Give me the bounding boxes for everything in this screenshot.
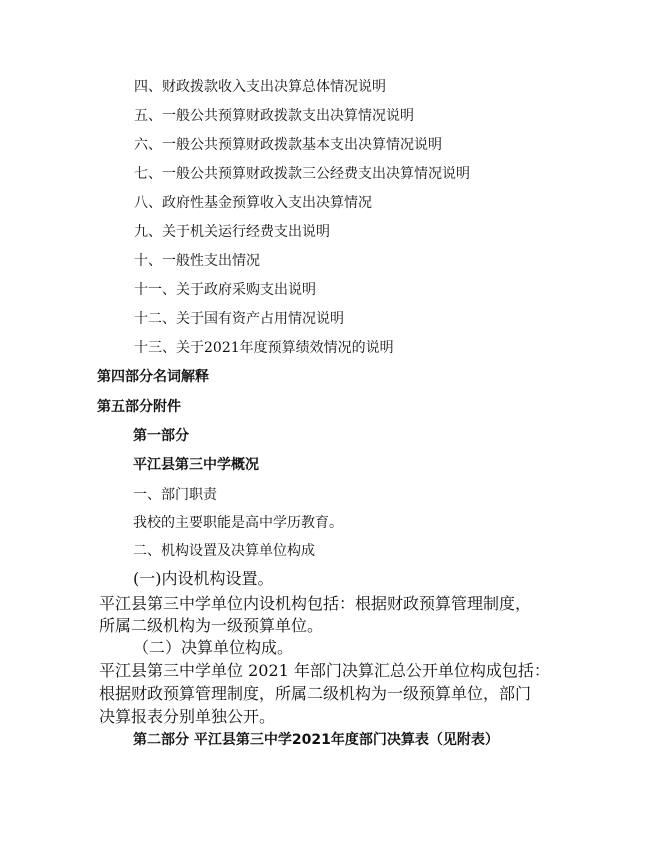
sub1-title: (一)内设机构设置。 [133, 569, 274, 588]
part2-heading: 第二部分 平江县第三中学2021年度部门决算表（见附表） [133, 732, 499, 748]
toc-item-13: 十三、关于2021年度预算绩效情况的说明 [134, 340, 394, 356]
toc-item-5: 五、一般公共预算财政拨款支出决算情况说明 [134, 108, 414, 124]
toc-item-4: 四、财政拨款收入支出决算总体情况说明 [134, 79, 386, 95]
sub1-text-line1: 平江县第三中学单位内设机构包括：根据财政预算管理制度， [99, 594, 532, 613]
part1-heading: 第一部分 [133, 428, 189, 444]
sub2-text-line1: 平江县第三中学单位 2021 年部门决算汇总公开单位构成包括： [99, 661, 550, 680]
toc-item-7: 七、一般公共预算财政拨款三公经费支出决算情况说明 [134, 166, 470, 182]
section1-title: 一、部门职责 [133, 487, 217, 503]
toc-item-8: 八、政府性基金预算收入支出决算情况 [134, 195, 372, 211]
school-overview-heading: 平江县第三中学概况 [133, 457, 259, 473]
sub2-title: （二）决算单位构成。 [133, 638, 294, 657]
toc-item-12: 十二、关于国有资产占用情况说明 [134, 311, 344, 327]
toc-item-11: 十一、关于政府采购支出说明 [134, 282, 316, 298]
toc-item-10: 十、一般性支出情况 [134, 253, 260, 269]
sub2-text-line3: 决算报表分别单独公开。 [99, 707, 276, 726]
toc-item-9: 九、关于机关运行经费支出说明 [134, 224, 330, 240]
section1-text: 我校的主要职能是高中学历教育。 [133, 515, 343, 531]
sub2-text-line2: 根据财政预算管理制度，所属二级机构为一级预算单位，部门 [99, 684, 532, 703]
toc-item-6: 六、一般公共预算财政拨款基本支出决算情况说明 [134, 137, 442, 153]
sub1-text-line2: 所属二级机构为一级预算单位。 [99, 616, 324, 635]
part5-heading: 第五部分附件 [97, 399, 181, 415]
part4-heading: 第四部分名词解释 [97, 369, 209, 385]
section2-title: 二、机构设置及决算单位构成 [133, 543, 315, 559]
